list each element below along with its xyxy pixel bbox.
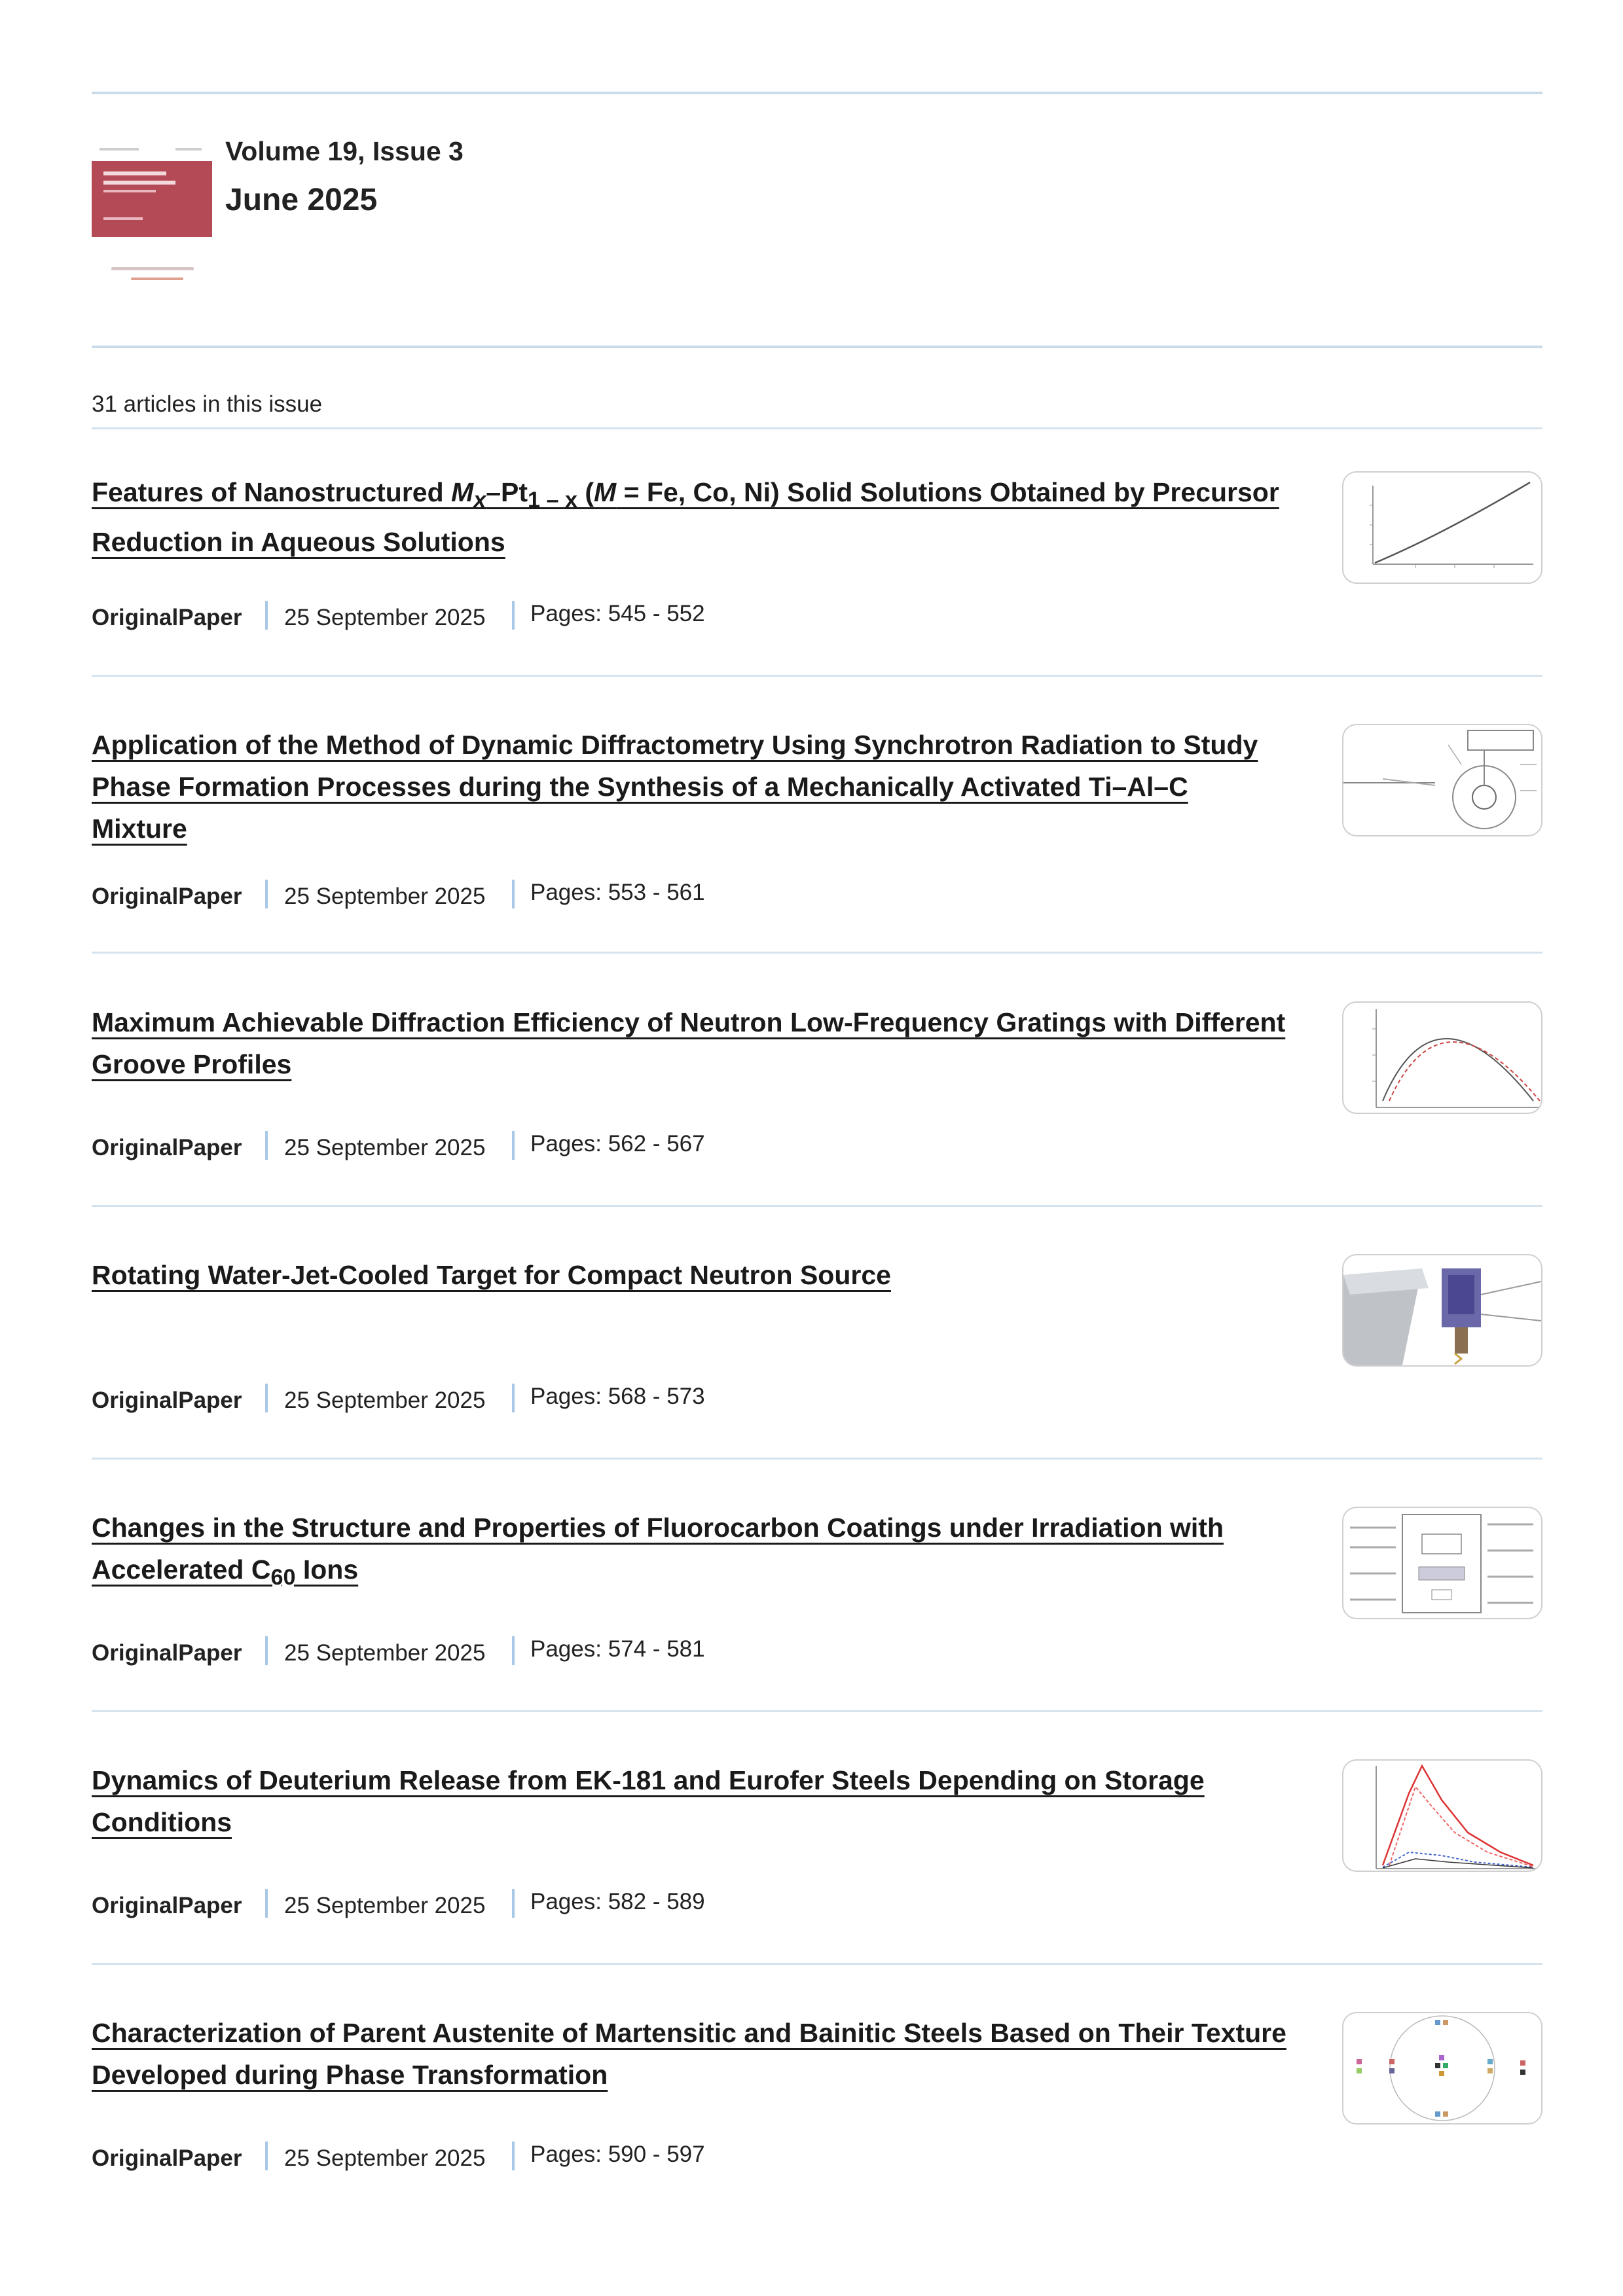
- meta-separator: [265, 1384, 268, 1412]
- article-title: [92, 471, 1290, 563]
- count-divider: [92, 427, 1542, 429]
- header-divider: [92, 346, 1542, 348]
- article-title-link[interactable]: Application of the Method of Dynamic Diffractometry Using Synchrotron Radiation to Study Phase Formation Processes during the Synthesis of a Mechanically Activated Ti–Al–C Mixture: [92, 730, 1258, 844]
- page-range: Pages: 574 - 581: [530, 1636, 705, 1662]
- article-title-link[interactable]: Rotating Water-Jet-Cooled Target for Compact Neutron Source: [92, 1260, 891, 1290]
- meta-separator: [512, 1636, 515, 1665]
- meta-separator: [265, 601, 268, 630]
- meta-separator: [512, 1384, 515, 1412]
- article-type: OriginalPaper: [92, 605, 242, 630]
- published-date: 25 September 2025: [284, 1893, 486, 1918]
- article-thumbnail[interactable]: [1342, 1001, 1542, 1114]
- article-title: [92, 1507, 1290, 1598]
- article-thumbnail[interactable]: [1342, 471, 1542, 584]
- article-title-link[interactable]: Characterization of Parent Austenite of Martensitic and Bainitic Steels Based on Their Texture Developed during Phase Transformation: [92, 2018, 1286, 2090]
- article-title: [92, 1001, 1290, 1085]
- article-title-link[interactable]: Changes in the Structure and Properties of Fluorocarbon Coatings under Irradiation with Accelerated $C_{60}$ Ions: [92, 1513, 1224, 1590]
- article-type: OriginalPaper: [92, 1893, 242, 1918]
- article-title: [92, 2012, 1290, 2096]
- article-title: [92, 1759, 1290, 1843]
- article-title-link[interactable]: Dynamics of Deuterium Release from EK-181 and Eurofer Steels Depending on Storage Conditions: [92, 1765, 1205, 1837]
- meta-separator: [512, 2142, 515, 2170]
- meta-separator: [512, 601, 515, 630]
- article-type: OriginalPaper: [92, 1640, 242, 1666]
- meta-separator: [512, 1131, 515, 1160]
- meta-separator: [265, 1889, 268, 1918]
- page-range: Pages: 553 - 561: [530, 880, 705, 905]
- published-date: 25 September 2025: [284, 1135, 486, 1160]
- article-divider: [92, 952, 1542, 954]
- page-range: Pages: 562 - 567: [530, 1131, 705, 1157]
- page-range: Pages: 568 - 573: [530, 1384, 705, 1409]
- article-thumbnail[interactable]: [1342, 2012, 1542, 2125]
- article-divider: [92, 1205, 1542, 1207]
- issue-volume: Volume 19, Issue 3: [225, 136, 464, 166]
- article-thumbnail[interactable]: [1342, 1759, 1542, 1872]
- meta-separator: [512, 880, 515, 908]
- article-type: OriginalPaper: [92, 1388, 242, 1413]
- published-date: 25 September 2025: [284, 1388, 486, 1413]
- page-range: Pages: 590 - 597: [530, 2142, 705, 2167]
- published-date: 25 September 2025: [284, 2145, 486, 2171]
- article-title-link[interactable]: Maximum Achievable Diffraction Efficiency of Neutron Low-Frequency Gratings with Different Groove Profiles: [92, 1007, 1286, 1079]
- article-divider: [92, 1710, 1542, 1712]
- meta-separator: [265, 880, 268, 908]
- journal-cover-image[interactable]: [92, 141, 212, 289]
- article-title: [92, 1254, 1290, 1296]
- article-title: [92, 724, 1290, 850]
- article-thumbnail[interactable]: [1342, 1507, 1542, 1619]
- published-date: 25 September 2025: [284, 884, 486, 909]
- meta-separator: [512, 1889, 515, 1918]
- article-type: OriginalPaper: [92, 1135, 242, 1160]
- article-divider: [92, 675, 1542, 677]
- articles-count: 31 articles in this issue: [92, 391, 323, 417]
- top-divider: [92, 92, 1542, 94]
- article-thumbnail[interactable]: [1342, 724, 1542, 836]
- published-date: 25 September 2025: [284, 1640, 486, 1666]
- page-range: Pages: 582 - 589: [530, 1889, 705, 1914]
- published-date: 25 September 2025: [284, 605, 486, 630]
- page-range: Pages: 545 - 552: [530, 601, 705, 626]
- article-divider: [92, 1458, 1542, 1460]
- meta-separator: [265, 1131, 268, 1160]
- article-divider: [92, 1963, 1542, 1965]
- meta-separator: [265, 2142, 268, 2170]
- article-type: OriginalPaper: [92, 2145, 242, 2171]
- article-thumbnail[interactable]: [1342, 1254, 1542, 1367]
- meta-separator: [265, 1636, 268, 1665]
- issue-date: June 2025: [225, 183, 378, 217]
- article-title-link[interactable]: Features of Nanostructured $M_x-Pt_{1 - x}$ (M = Fe, Co, Ni) Solid Solutions Obtained by Precursor Reduction in Aqueous Solutions: [92, 477, 1279, 558]
- article-type: OriginalPaper: [92, 884, 242, 909]
